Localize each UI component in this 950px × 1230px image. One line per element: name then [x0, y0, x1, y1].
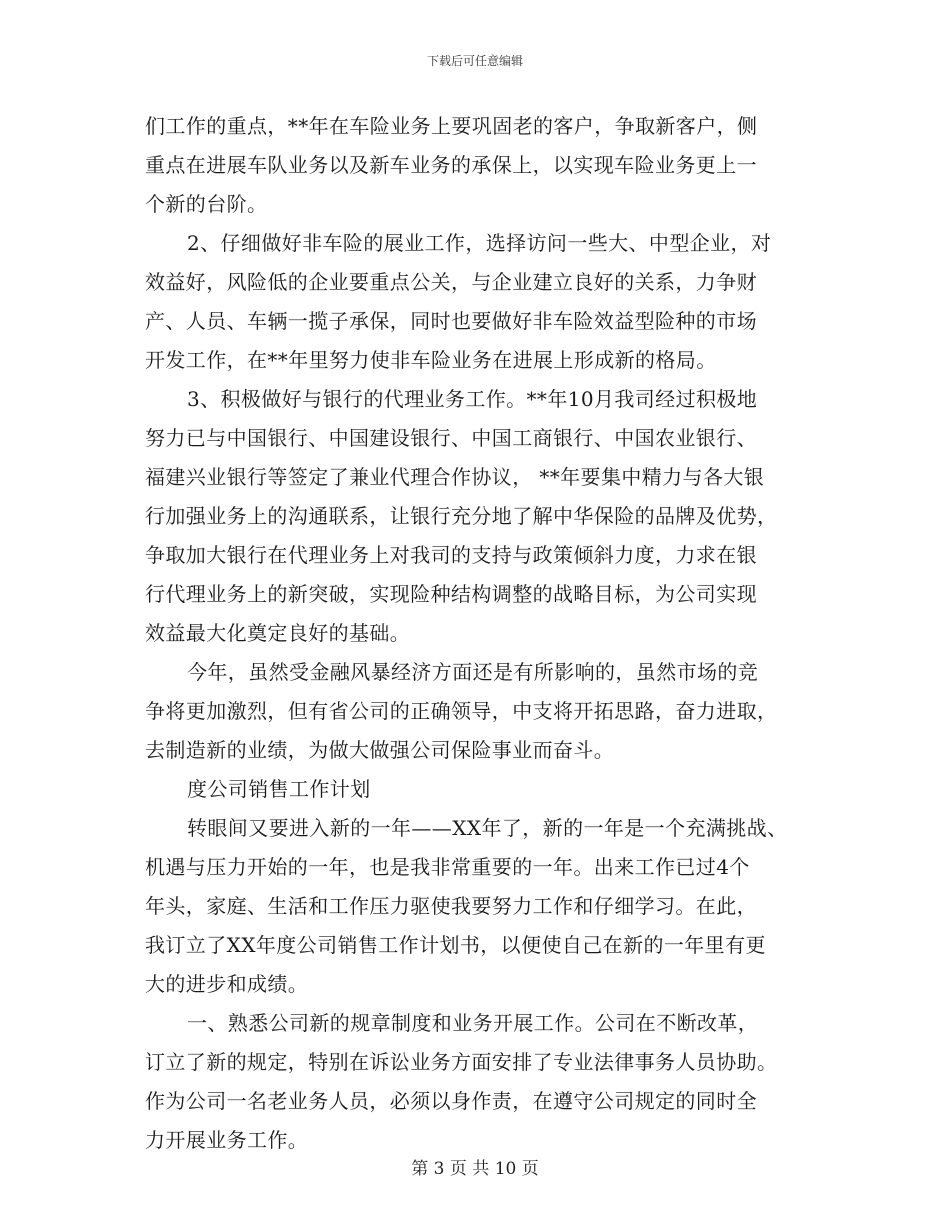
- text-line: 行代理业务上的新突破，实现险种结构调整的战略目标，为公司实现: [145, 582, 757, 606]
- text-line: 重点在进展车队业务以及新车业务的承保上，以实现车险业务更上一: [145, 153, 757, 177]
- document-body: [145, 107, 825, 1160]
- text-line: 2、仔细做好非车险的展业工作，选择访问一些大、中型企业，对: [187, 231, 772, 255]
- text-line: 订立了新的规定，特别在诉讼业务方面安排了专业法律事务人员协助。: [145, 1050, 778, 1074]
- text-line: 效益好，风险低的企业要重点公关，与企业建立良好的关系，力争财: [145, 270, 757, 294]
- text-line: 3、积极做好与银行的代理业务工作。**年10月我司经过积极地: [187, 387, 758, 411]
- text-line: 福建兴业银行等签定了兼业代理合作协议， **年要集中精力与各大银: [145, 465, 765, 489]
- text-line: 作为公司一名老业务人员，必须以身作责，在遵守公司规定的同时全: [145, 1089, 757, 1113]
- text-line: 去制造新的业绩，为做大做强公司保险事业而奋斗。: [145, 738, 615, 762]
- text-line: 年头，家庭、生活和工作压力驱使我要努力工作和仔细学习。在此，: [145, 894, 757, 918]
- text-line: 我订立了XX年度公司销售工作计划书，以便使自己在新的一年里有更: [145, 933, 766, 957]
- text-line: 今年，虽然受金融风暴经济方面还是有所影响的，虽然市场的竞: [187, 660, 759, 684]
- text-line: 争将更加激烈，但有省公司的正确领导，中支将开拓思路，奋力进取，: [145, 699, 778, 723]
- text-line: 度公司销售工作计划: [187, 777, 371, 801]
- text-line: 效益最大化奠定良好的基础。: [145, 621, 411, 645]
- text-line: 机遇与压力开始的一年，也是我非常重要的一年。出来工作已过4个: [145, 855, 750, 879]
- text-line: 努力已与中国银行、中国建设银行、中国工商银行、中国农业银行、: [145, 426, 757, 450]
- text-line: 行加强业务上的沟通联系，让银行充分地了解中华保险的品牌及优势，: [145, 504, 778, 528]
- text-line: 个新的台阶。: [145, 192, 268, 216]
- text-line: 开发工作，在**年里努力使非车险业务在进展上形成新的格局。: [145, 348, 717, 372]
- text-line: 们工作的重点，**年在车险业务上要巩固老的客户，争取新客户，侧: [145, 114, 758, 138]
- page-number-footer: 第 3 页 共 10 页: [411, 1159, 539, 1179]
- text-line: 争取加大银行在代理业务上对我司的支持与政策倾斜力度，力求在银: [145, 543, 757, 567]
- text-line: 大的进步和成绩。: [145, 972, 309, 996]
- text-line: 产、人员、车辆一揽子承保，同时也要做好非车险效益型险种的市场: [145, 309, 757, 333]
- page-header-note: 下载后可任意编辑: [426, 54, 523, 68]
- text-line: 力开展业务工作。: [145, 1128, 309, 1152]
- text-line: 转眼间又要进入新的一年——XX年了，新的一年是一个充满挑战、: [187, 816, 788, 840]
- text-line: 一、熟悉公司新的规章制度和业务开展工作。公司在不断改革，: [187, 1011, 759, 1035]
